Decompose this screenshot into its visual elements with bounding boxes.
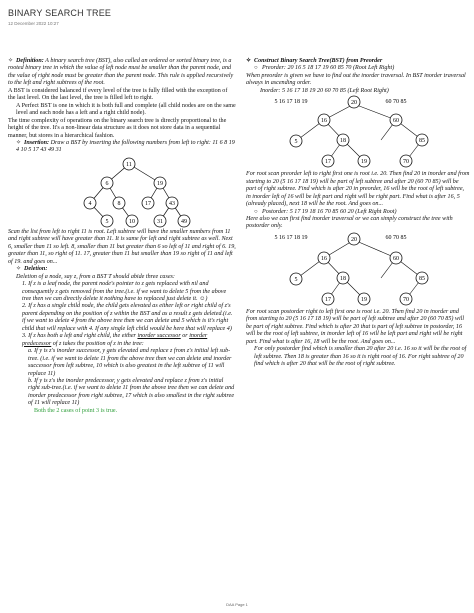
seq-right: 60 70 85 <box>385 234 407 241</box>
tree-node: 70 <box>403 296 409 303</box>
definition-label: Definition: <box>16 58 44 64</box>
postorder-explain-2: For only postorder find which is smaller than 20 after 20 i.e. 16 so it will be the root of left subtree. Then 18 is greater than 16 so it is right root of 16. For right subtree of 20 find which is after 20 that will be the root of right subtree. <box>254 346 467 368</box>
postorder-line: ○ Postorder: 5 17 19 18 16 70 85 60 20 (Left Right Root) <box>254 208 397 215</box>
tree-node: 85 <box>419 275 425 282</box>
inorder-predecessor-link: inorder predecessor <box>22 333 208 347</box>
inorder-line: Inorder: 5 16 17 18 19 20 60 70 85 (Left Root Right) <box>260 87 389 94</box>
time-paragraph: The time complexity of operations on the binary search tree is directly proportional to the height of the tree. It's a non-linear data structure as it does not store data in a sequential manner, but stores in a hierarchical fashion. <box>8 117 227 139</box>
tree-node: 60 <box>393 118 399 125</box>
tree-node: 6 <box>105 180 109 187</box>
insertion-label: Insertion: <box>24 139 50 146</box>
tree-node: 43 <box>169 200 175 207</box>
definition-paragraph <box>8 58 236 88</box>
deletion-case-3a: a. If y is z's inorder successor, y gets elevated and replace z from z's initial left sub-tree. (i.e. if we want to delete 11 from the above tree then we can delete and inorder successor from left subtree, 10 which is also greatest in the left subtree of 11 will replace 11) <box>28 348 232 377</box>
perfect-paragraph: A Perfect BST is one in which it is both full and complete (all child nodes are on the same level and each node has a left and a right child node). <box>16 102 236 117</box>
inorder-successor-link: inorder successor <box>137 333 181 340</box>
insertion-tree-diagram <box>8 155 236 229</box>
deletion-label: Deletion: <box>24 266 48 273</box>
scan-paragraph: Scan the list from left to right 11 is root. Left subtree will have the smaller numbers from 11 and right subtree will have greater than 11. It is same for left and right subtree as well. Next 6, smaller than 11 so left. 8, smaller than 11 but greater than 6 so left of 11 and right of 6. 19, greater than 11, so right of 11. 17, greater than 11 but smaller than 19 so right of 11 and left of 19. and goes on... <box>8 228 236 265</box>
tree-node: 19 <box>157 180 163 187</box>
tree-node: 16 <box>321 255 327 262</box>
tree-node: 5 <box>294 139 298 146</box>
tree-node: 10 <box>129 218 135 225</box>
tree-node: 20 <box>351 100 357 107</box>
deletion-case-1: 1. If z is a leaf node, the parent node's pointer to z gets replaced with nil and consequently z gets removed from the tree.(i.e. if we want to delete 5 from the above tree then we can directly delete it nothing have to replaced just delete it. ☺) <box>22 281 227 302</box>
tree-node: 5 <box>294 276 298 283</box>
tree-node: 18 <box>340 275 346 282</box>
tree-node: 17 <box>145 200 151 207</box>
preorder-line: ○ Preorder: 20 16 5 18 17 19 60 85 70 (Root Left Right) <box>254 65 395 72</box>
deletion-intro: Deletion of a node, say z, from a BST T should abide three cases: <box>16 273 175 280</box>
circle-bullet-icon: ○ <box>254 208 258 215</box>
seq-right: 60 70 85 <box>385 99 407 106</box>
diamond-icon: ✧ <box>8 58 14 64</box>
tree-node: 16 <box>321 118 327 125</box>
deletion-case-3: 3. If z has both a left and right child, the either inorder successor or inorder predecessor of z takes the position of z in the tree: <box>22 333 208 347</box>
preorder-tree-diagram <box>246 95 470 171</box>
deletion-heading <box>8 266 236 273</box>
tree-node: 70 <box>403 159 409 166</box>
tree-node: 11 <box>126 161 132 168</box>
tree-node: 17 <box>325 159 331 166</box>
postorder-explain: For root scan postorder right to left first one is root i.e. 20. Then find 20 in inorder and from starting to 20 (5 16 17 18 19) will be part of left subtree and after 20 (60 70 85) will be part of right subtree. Find which is after 20 that is part of left subtree in postorder, 16 will be the root of left subtree, in inorder left of 16 will be left part and right will be right part. Find what is after 16, 18 will be the root. And goes on... <box>246 308 465 345</box>
construct-heading: ✧ Construct Binary Search Tree(BST) from Preorder <box>246 58 383 64</box>
insertion-paragraph <box>8 140 236 155</box>
tree-node: 60 <box>393 255 399 262</box>
tree-node: 85 <box>419 138 425 145</box>
definition-text: A binary search tree (BST), also called an ordered or sorted binary tree, is a rooted binary tree in which the value of left node must be smaller than the parent node, and the value of right node must be greater than the parent node. This rule is applied recursively to the left and right subtrees of the root. <box>8 58 234 87</box>
tree-node: 19 <box>361 159 367 166</box>
tree-node: 19 <box>361 296 367 303</box>
page-date: 12 December 2022 10:27 <box>8 21 59 26</box>
tree-node: 49 <box>181 218 187 225</box>
deletion-note: Both the 2 cases of point 3 is true. <box>34 407 118 414</box>
insertion-text: Draw a BST by inserting the following numbers from left to right: 11 6 8 19 4 10 5 17 43 49 31 <box>16 139 235 154</box>
deletion-case-2: 2. If z has a single child node, the child gets elevated as either left or right child of z's parent depending on the position of z within the BST and as a result z gets deleted.(i.e. if we want to delete 4 from the above tree then we can delete and 5 which is it's right child that will replace with 4. If any single left child would be here that will replace 4) <box>22 303 233 332</box>
page-footer: DAA Page 1 <box>226 602 248 607</box>
tree-node: 4 <box>88 200 92 207</box>
tree-node: 31 <box>157 218 163 225</box>
seq-left: 5 16 17 18 19 <box>274 99 308 106</box>
complete-paragraph: A BST is considered balanced if every level of the tree is fully filled with the exception of the last level. On the last level, the tree is filled left to right. <box>8 87 228 102</box>
left-column <box>8 58 236 415</box>
preorder-explain: For root scan preorder left to right first one is root i.e. 20. Then find 20 in inorder and from starting to 20 (5 16 17 18 19) will be part of left subtree and after 20 (60 70 85) will be part of right subtree. Find which is after 20 in preorder, 16 will be the root of left subtree, in inorder left of 16 will be left part and right will be right part. Find what is after 16, 5 (already placed), next 18 will be the root. And goes on... <box>246 171 470 208</box>
smile-icon: ☺ <box>199 295 206 302</box>
circle-bullet-icon: ○ <box>254 65 258 72</box>
page-title: BINARY SEARCH TREE <box>8 8 112 18</box>
diamond-icon: ✧ <box>16 139 22 146</box>
preorder-note: When preorder is given we have to find out the inorder traversal. In BST inorder traversal always in ascending order. <box>246 72 466 87</box>
tree-node: 8 <box>117 200 121 207</box>
right-column <box>246 58 470 369</box>
tree-node: 20 <box>351 236 357 243</box>
tree-node: 17 <box>325 296 331 303</box>
tree-node: 5 <box>105 218 109 225</box>
diamond-icon: ✧ <box>246 58 252 64</box>
tree-node: 18 <box>340 138 346 145</box>
postorder-note: Here also we can first find inorder traversal or we can simply construct the tree with postorder only. <box>246 215 453 230</box>
seq-left: 5 16 17 18 19 <box>274 234 308 241</box>
deletion-case-3b: b. If y is z's the inorder predecessor, y gets elevated and replace z from z's initial right sub-tree.(i.e. if we want to delete 11 from the above tree then we can delete and inorder predecessor from right subtree, 17 which is also smallest in the right subtree of 11 will replace 11) <box>28 377 235 407</box>
diamond-icon: ✧ <box>16 266 22 273</box>
postorder-tree-diagram <box>246 231 470 309</box>
